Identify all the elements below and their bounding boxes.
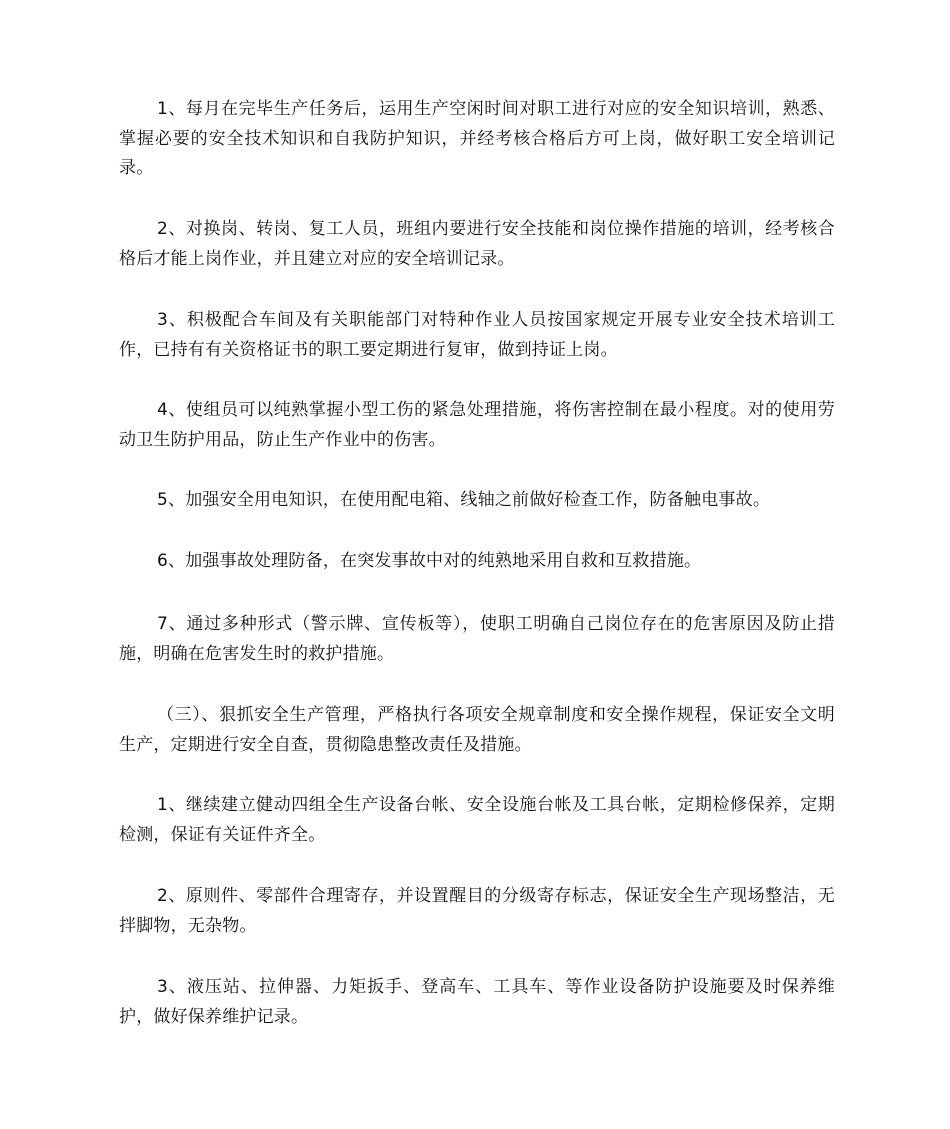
paragraph-equipment-maintenance: 3、液压站、拉伸器、力矩扳手、登高车、工具车、等作业设备防护设施要及时保养维护，做好保养维护记录。 — [119, 977, 835, 1027]
paragraph-warning-signs: 7、通过多种形式（警示牌、宣传板等），使职工明确自己岗位存在的危害原因及防止措施，明确在危害发生时的救护措施。 — [119, 614, 835, 664]
section-heading-safety-management: （三）、狠抓安全生产管理，严格执行各项安全规章制度和安全操作规程，保证安全文明生产，定期进行安全自查，贯彻隐患整改责任及措施。 — [119, 705, 835, 755]
paragraph-job-transfer-training: 2、对换岗、转岗、复工人员，班组内要进行安全技能和岗位操作措施的培训，经考核合格后才能上岗作业，并且建立对应的安全培训记录。 — [119, 219, 835, 269]
paragraph-injury-handling: 4、使组员可以纯熟掌握小型工伤的紧急处理措施，将伤害控制在最小程度。对的使用劳动卫生防护用品，防止生产作业中的伤害。 — [119, 400, 835, 450]
paragraph-equipment-ledger: 1、继续建立健动四组全生产设备台帐、安全设施台帐及工具台帐，定期检修保养，定期检测，保证有关证件齐全。 — [119, 795, 835, 845]
paragraph-accident-prevention: 6、加强事故处理防备，在突发事故中对的纯熟地采用自救和互救措施。 — [157, 551, 702, 571]
paragraph-special-operations: 3、积极配合车间及有关职能部门对特种作业人员按国家规定开展专业安全技术培训工作，已持有有关资格证书的职工要定期进行复审，做到持证上岗。 — [119, 310, 835, 360]
paragraph-training-monthly: 1、每月在完毕生产任务后，运用生产空闲时间对职工进行对应的安全知识培训，熟悉、掌握必要的安全技术知识和自我防护知识，并经考核合格后方可上岗，做好职工安全培训记录。 — [119, 99, 835, 178]
paragraph-electrical-safety: 5、加强安全用电知识，在使用配电箱、线轴之前做好检查工作，防备触电事故。 — [157, 490, 771, 510]
paragraph-parts-storage: 2、原则件、零部件合理寄存，并设置醒目的分级寄存标志，保证安全生产现场整洁，无拌脚物，无杂物。 — [119, 886, 835, 936]
